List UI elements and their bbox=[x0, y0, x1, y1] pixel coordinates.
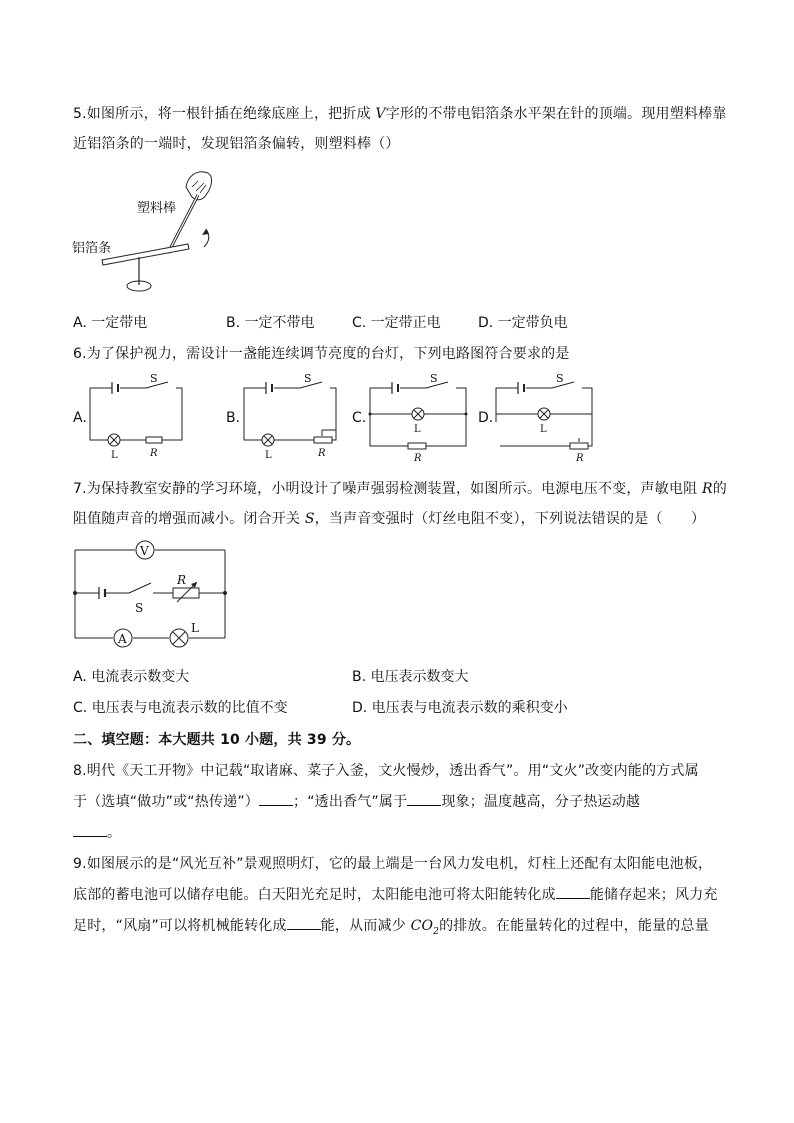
svg-text:S: S bbox=[304, 372, 312, 385]
svg-text:L: L bbox=[111, 450, 118, 461]
svg-text:S: S bbox=[135, 601, 144, 615]
svg-text:R: R bbox=[150, 448, 158, 459]
q9-stem-line3: 足时，“风扇”可以将机械能转化成 能，从而减少 $CO_2$的排放。在能量转化的过程中，能量的总量 bbox=[73, 918, 709, 937]
q5-option-c: C. 一定带正电 bbox=[352, 315, 441, 331]
q9-stem-line2: 底部的蓄电池可以储存电能。白天阳光充足时，太阳能电池可将太阳能转化成 能储存起来；风力充 bbox=[73, 887, 718, 903]
q5-stem-line1: 5.如图所示，将一根针插在绝缘底座上，把折成 V字形的不带电铝箔条水平架在针的顶端。现用塑料棒靠 bbox=[73, 106, 727, 122]
q6-letter-a: A. bbox=[73, 410, 87, 426]
q6-circuit-b bbox=[242, 372, 352, 462]
q6-letter-d: D. bbox=[478, 410, 494, 426]
svg-text:V: V bbox=[140, 544, 149, 558]
q5-stem-line2: 近铝箔条的一端时，发现铝箔条偏转，则塑料棒（） bbox=[73, 136, 400, 152]
svg-text:L: L bbox=[191, 621, 199, 635]
q8-stem-line1: 8.明代《天工开物》中记载“取诸麻、菜子入釜，文火慢炒，透出香气”。用“文火”改变内能的方式属 bbox=[73, 763, 699, 779]
svg-text:A: A bbox=[118, 632, 127, 646]
q6-letter-c: C. bbox=[352, 410, 367, 426]
q5-option-a: A. 一定带电 bbox=[73, 315, 148, 331]
q6-circuit-c bbox=[368, 372, 478, 462]
svg-text:S: S bbox=[430, 372, 438, 385]
q6-stem: 6.为了保护视力，需设计一盏能连续调节亮度的台灯，下列电路图符合要求的是 bbox=[73, 346, 570, 362]
q7-stem-line1: 7.为保持教室安静的学习环境，小明设计了噪声强弱检测装置，如图所示。电源电压不变，声敏电阻 R的 bbox=[73, 481, 727, 497]
svg-text:L: L bbox=[265, 450, 272, 461]
q7-option-b: B. 电压表示数变大 bbox=[352, 669, 469, 685]
q5-rod-label: 塑料棒 bbox=[137, 201, 177, 216]
q8-stem-line2: 于（选填“做功”或“热传递”） ；“透出香气”属于 现象；温度越高，分子热运动越 bbox=[73, 794, 641, 810]
q6-letter-b: B. bbox=[226, 410, 241, 426]
section-heading-fill-in: 二、填空题：本大题共 10 小题，共 39 分。 bbox=[73, 732, 361, 748]
q7-option-d: D. 电压表与电流表示数的乘积变小 bbox=[352, 700, 568, 716]
svg-text:S: S bbox=[150, 372, 158, 385]
q5-option-b: B. 一定不带电 bbox=[226, 315, 315, 331]
q7-stem-line2: 阻值随声音的增强而减小。闭合开关 S，当声音变强时（灯丝电阻不变），下列说法错误的是（ ） bbox=[73, 511, 706, 527]
svg-text:R: R bbox=[576, 453, 584, 464]
q7-option-a: A. 电流表示数变大 bbox=[73, 669, 190, 685]
svg-text:R: R bbox=[318, 448, 326, 459]
q7-option-c: C. 电压表与电流表示数的比值不变 bbox=[73, 700, 288, 716]
svg-text:L: L bbox=[414, 424, 421, 435]
q5-option-d: D. 一定带负电 bbox=[478, 315, 568, 331]
q5-foil-label: 铝箔条 bbox=[72, 241, 112, 256]
svg-text:S: S bbox=[556, 372, 564, 385]
svg-text:R: R bbox=[177, 573, 187, 587]
q7-circuit bbox=[73, 540, 233, 650]
q8-stem-line3: 。 bbox=[73, 822, 121, 842]
svg-text:R: R bbox=[414, 453, 422, 464]
svg-text:L: L bbox=[540, 424, 547, 435]
q9-stem-line1: 9.如图展示的是“风光互补”景观照明灯，它的最上端是一台风力发电机，灯柱上还配有太阳能电池板， bbox=[73, 856, 713, 872]
q6-circuit-a bbox=[88, 372, 198, 462]
q6-circuit-d bbox=[494, 372, 604, 462]
